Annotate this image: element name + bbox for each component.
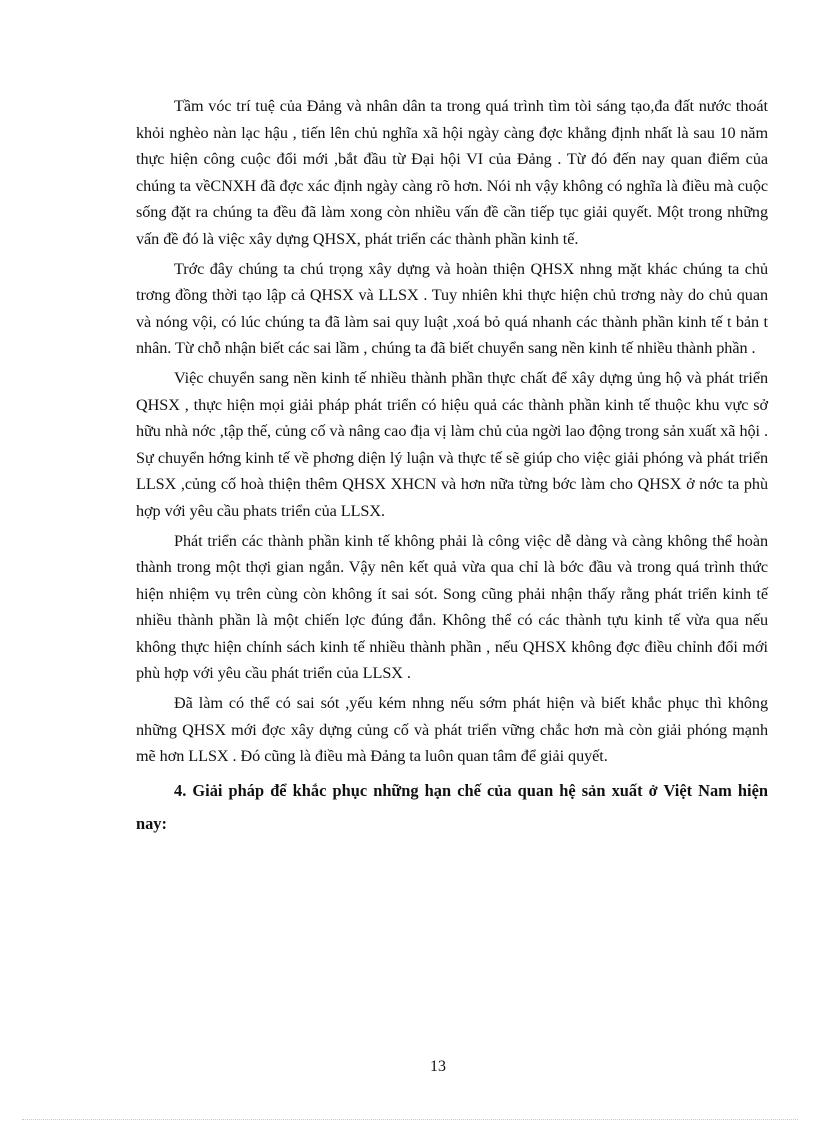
body-text [136, 93, 768, 840]
paragraph-5: Đã làm có thể có sai sót ,yếu kém nhng nếu sớm phát hiện và biết khắc phục thì không những QHSX mới đợc xây dựng củng cố và phát triển vững chắc hơn mà còn giải phóng mạnh mẽ hơn LLSX . Đó cũng là điều mà Đảng ta luôn quan tâm để giải quyết. [136, 694, 768, 766]
page-number: 13 [430, 1058, 446, 1075]
paragraph-3: Việc chuyển sang nền kinh tế nhiều thành phần thực chất để xây dựng ủng hộ và phát triển QHSX , thực hiện mọi giải pháp phát triển có hiệu quả các thành phần kinh tế thuộc khu vực sở hữu nhà nớc ,tập thế, củng cố và nâng cao địa vị làm chủ của ngời lao động trong sản xuất xã hội . Sự chuyển hớng kinh tế về phơng diện lý luận và thực tế sẽ giúp cho việc giải phóng và phát triển LLSX ,củng cố hoà thiện thêm QHSX XHCN và hơn nữa từng bớc làm cho QHSX ở nớc ta phù hợp với yêu cầu phats triển của LLSX. [136, 368, 768, 520]
page-bottom-border [22, 1119, 798, 1120]
paragraph-1: Tầm vóc trí tuệ của Đảng và nhân dân ta trong quá trình tìm tòi sáng tạo,đa đất nước thoát khỏi nghèo nàn lạc hậu , tiến lên chủ nghĩa xã hội ngày càng đợc khẳng định nhất là sau 10 năm thực hiện công cuộc đổi mới ,bắt đầu từ Đại hội VI của Đảng . Từ đó đến nay quan điểm của chúng ta vềCNXH đã đợc xác định ngày càng rõ hơn. Nói nh vậy không có nghĩa là điều mà cuộc sống đặt ra chúng ta đều đã làm xong còn nhiều vấn đề cần tiếp tục giải quyết. Một trong những vấn đề đó là việc xây dựng QHSX, phát triển các thành phần kinh tế. [136, 97, 768, 248]
section-heading: 4. Giải pháp để khắc phục những hạn chế của quan hệ sản xuất ở Việt Nam hiện nay: [136, 780, 768, 833]
paragraph-4: Phát triển các thành phần kinh tế không phải là công việc dễ dàng và càng không thể hoàn thành trong một thợi gian ngắn. Vậy nên kết quả vừa qua chỉ là bớc đầu và trong quá trình thức hiện nhiệm vụ trên cùng còn không ít sai sót. Song cũng phải nhận thấy rằng phát triển kinh tế nhiều thành phần là một chiến lợc đúng đắn. Không thể có các thành tựu kinh tế vừa qua nếu không thực hiện chính sách kinh tế nhiều thành phần , nếu QHSX không đợc điều chỉnh đổi mới phù hợp với yêu cầu phát triển của LLSX . [136, 531, 768, 683]
paragraph-2: Trớc đây chúng ta chú trọng xây dựng và hoàn thiện QHSX nhng mặt khác chúng ta chủ trơng đồng thời tạo lập cả QHSX và LLSX . Tuy nhiên khi thực hiện chủ trơng này do chủ quan và nóng vội, có lúc chúng ta đã làm sai quy luật ,xoá bỏ quá nhanh các thành phần kinh tế t bản t nhân. Từ chỗ nhận biết các sai lầm , chúng ta đã biết chuyển sang nền kinh tế nhiều thành phần . [136, 259, 768, 358]
